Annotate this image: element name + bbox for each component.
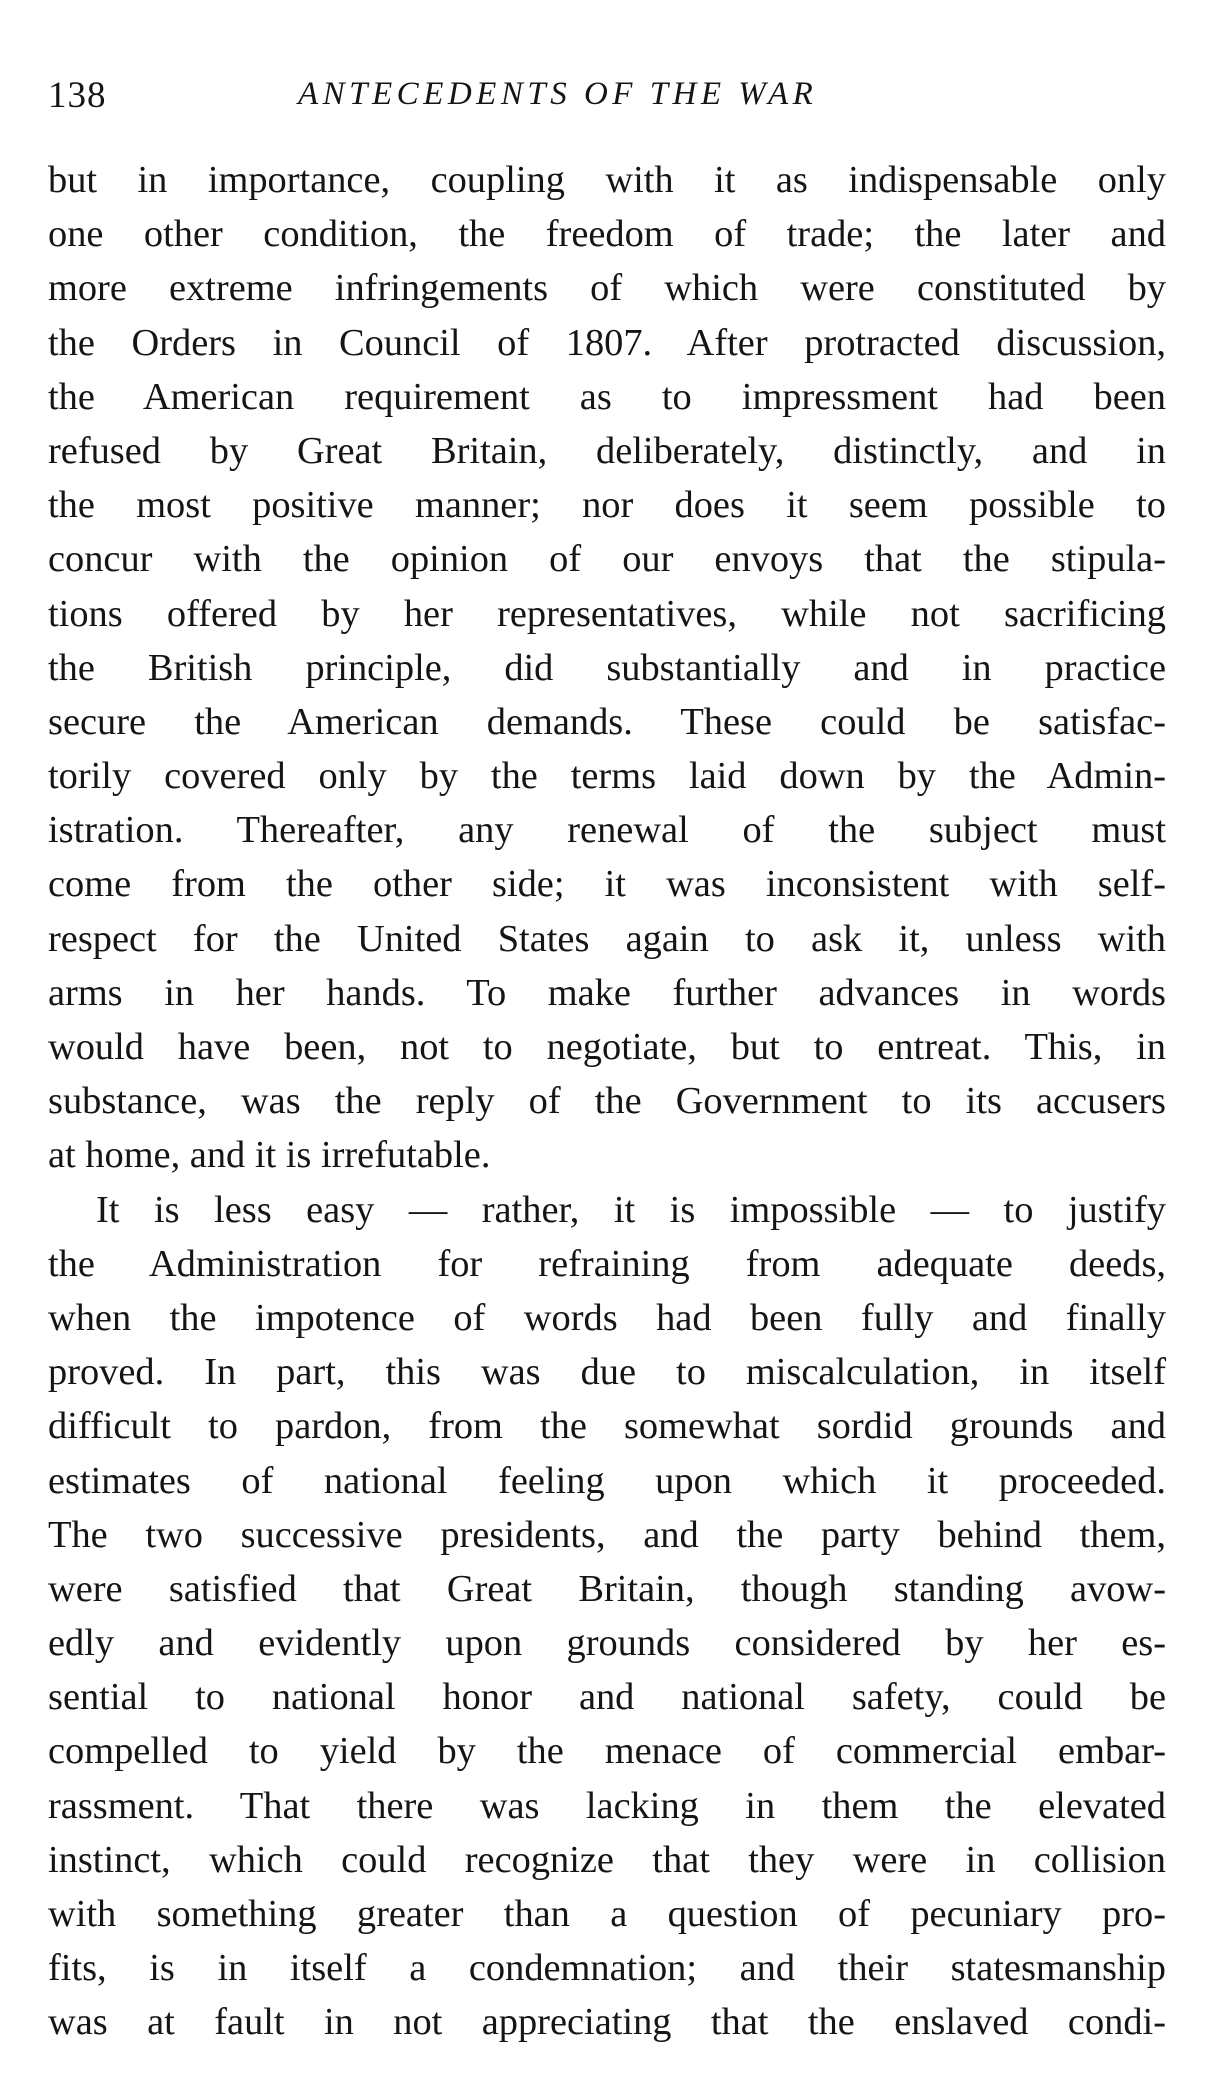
page-header bbox=[48, 66, 1168, 126]
running-head: ANTECEDENTS OF THE WAR bbox=[298, 76, 818, 112]
text-line: substance, was the reply of the Government to its accusers bbox=[48, 1080, 1166, 1123]
text-line: would have been, not to negotiate, but to entreat. This, in bbox=[48, 1026, 1166, 1068]
text-line: arms in her hands. To make further advances in words bbox=[48, 971, 1166, 1014]
text-line: torily covered only by the terms laid down by the Admin- bbox=[48, 755, 1166, 798]
page-number: 138 bbox=[48, 75, 107, 116]
text-line: istration. Thereafter, any renewal of the subject must bbox=[48, 809, 1166, 852]
text-line: It is less easy — rather, it is impossible — to justify bbox=[96, 1188, 1166, 1231]
text-line: sential to national honor and national safety, could be bbox=[48, 1676, 1166, 1719]
text-line: one other condition, the freedom of trade; the later and bbox=[48, 213, 1166, 256]
text-line: difficult to pardon, from the somewhat sordid grounds and bbox=[48, 1405, 1166, 1448]
text-line: with something greater than a question of pecuniary pro- bbox=[48, 1893, 1166, 1935]
text-line: but in importance, coupling with it as indispensable only bbox=[48, 159, 1166, 201]
text-line: the American requirement as to impressment had been bbox=[48, 375, 1166, 418]
text-line: respect for the United States again to ask it, unless with bbox=[48, 917, 1166, 960]
text-line: at home, and it is irrefutable. bbox=[48, 1134, 491, 1177]
paragraph-2 bbox=[48, 1183, 1166, 2050]
text-line: The two successive presidents, and the party behind them, bbox=[48, 1513, 1166, 1556]
text-line: secure the American demands. These could be satisfac- bbox=[48, 700, 1166, 743]
text-line: estimates of national feeling upon which it proceeded. bbox=[48, 1459, 1166, 1502]
text-line: instinct, which could recognize that they were in collision bbox=[48, 1838, 1166, 1881]
text-line: were satisfied that Great Britain, though standing avow- bbox=[48, 1567, 1166, 1610]
text-line: the Administration for refraining from adequate deeds, bbox=[48, 1242, 1166, 1285]
text-line: was at fault in not appreciating that the enslaved condi- bbox=[48, 2001, 1166, 2044]
text-line: compelled to yield by the menace of commercial embar- bbox=[48, 1730, 1166, 1773]
text-line: more extreme infringements of which were constituted by bbox=[48, 267, 1166, 310]
text-line: come from the other side; it was inconsistent with self- bbox=[48, 863, 1166, 906]
body-text bbox=[48, 153, 1166, 2050]
text-line: the Orders in Council of 1807. After protracted discussion, bbox=[48, 321, 1166, 364]
text-line: rassment. That there was lacking in them the elevated bbox=[48, 1784, 1166, 1827]
text-line: fits, is in itself a condemnation; and their statesmanship bbox=[48, 1947, 1166, 1990]
text-line: tions offered by her representatives, while not sacrificing bbox=[48, 592, 1166, 635]
paragraph-1 bbox=[48, 153, 1166, 1183]
text-line: proved. In part, this was due to miscalculation, in itself bbox=[48, 1351, 1166, 1394]
text-line: edly and evidently upon grounds considered by her es- bbox=[48, 1622, 1166, 1665]
text-line: concur with the opinion of our envoys that the stipula- bbox=[48, 538, 1166, 581]
text-line: when the impotence of words had been fully and finally bbox=[48, 1296, 1166, 1339]
text-line: refused by Great Britain, deliberately, distinctly, and in bbox=[48, 429, 1166, 472]
text-line: the most positive manner; nor does it seem possible to bbox=[48, 484, 1166, 527]
text-line: the British principle, did substantially and in practice bbox=[48, 646, 1166, 689]
